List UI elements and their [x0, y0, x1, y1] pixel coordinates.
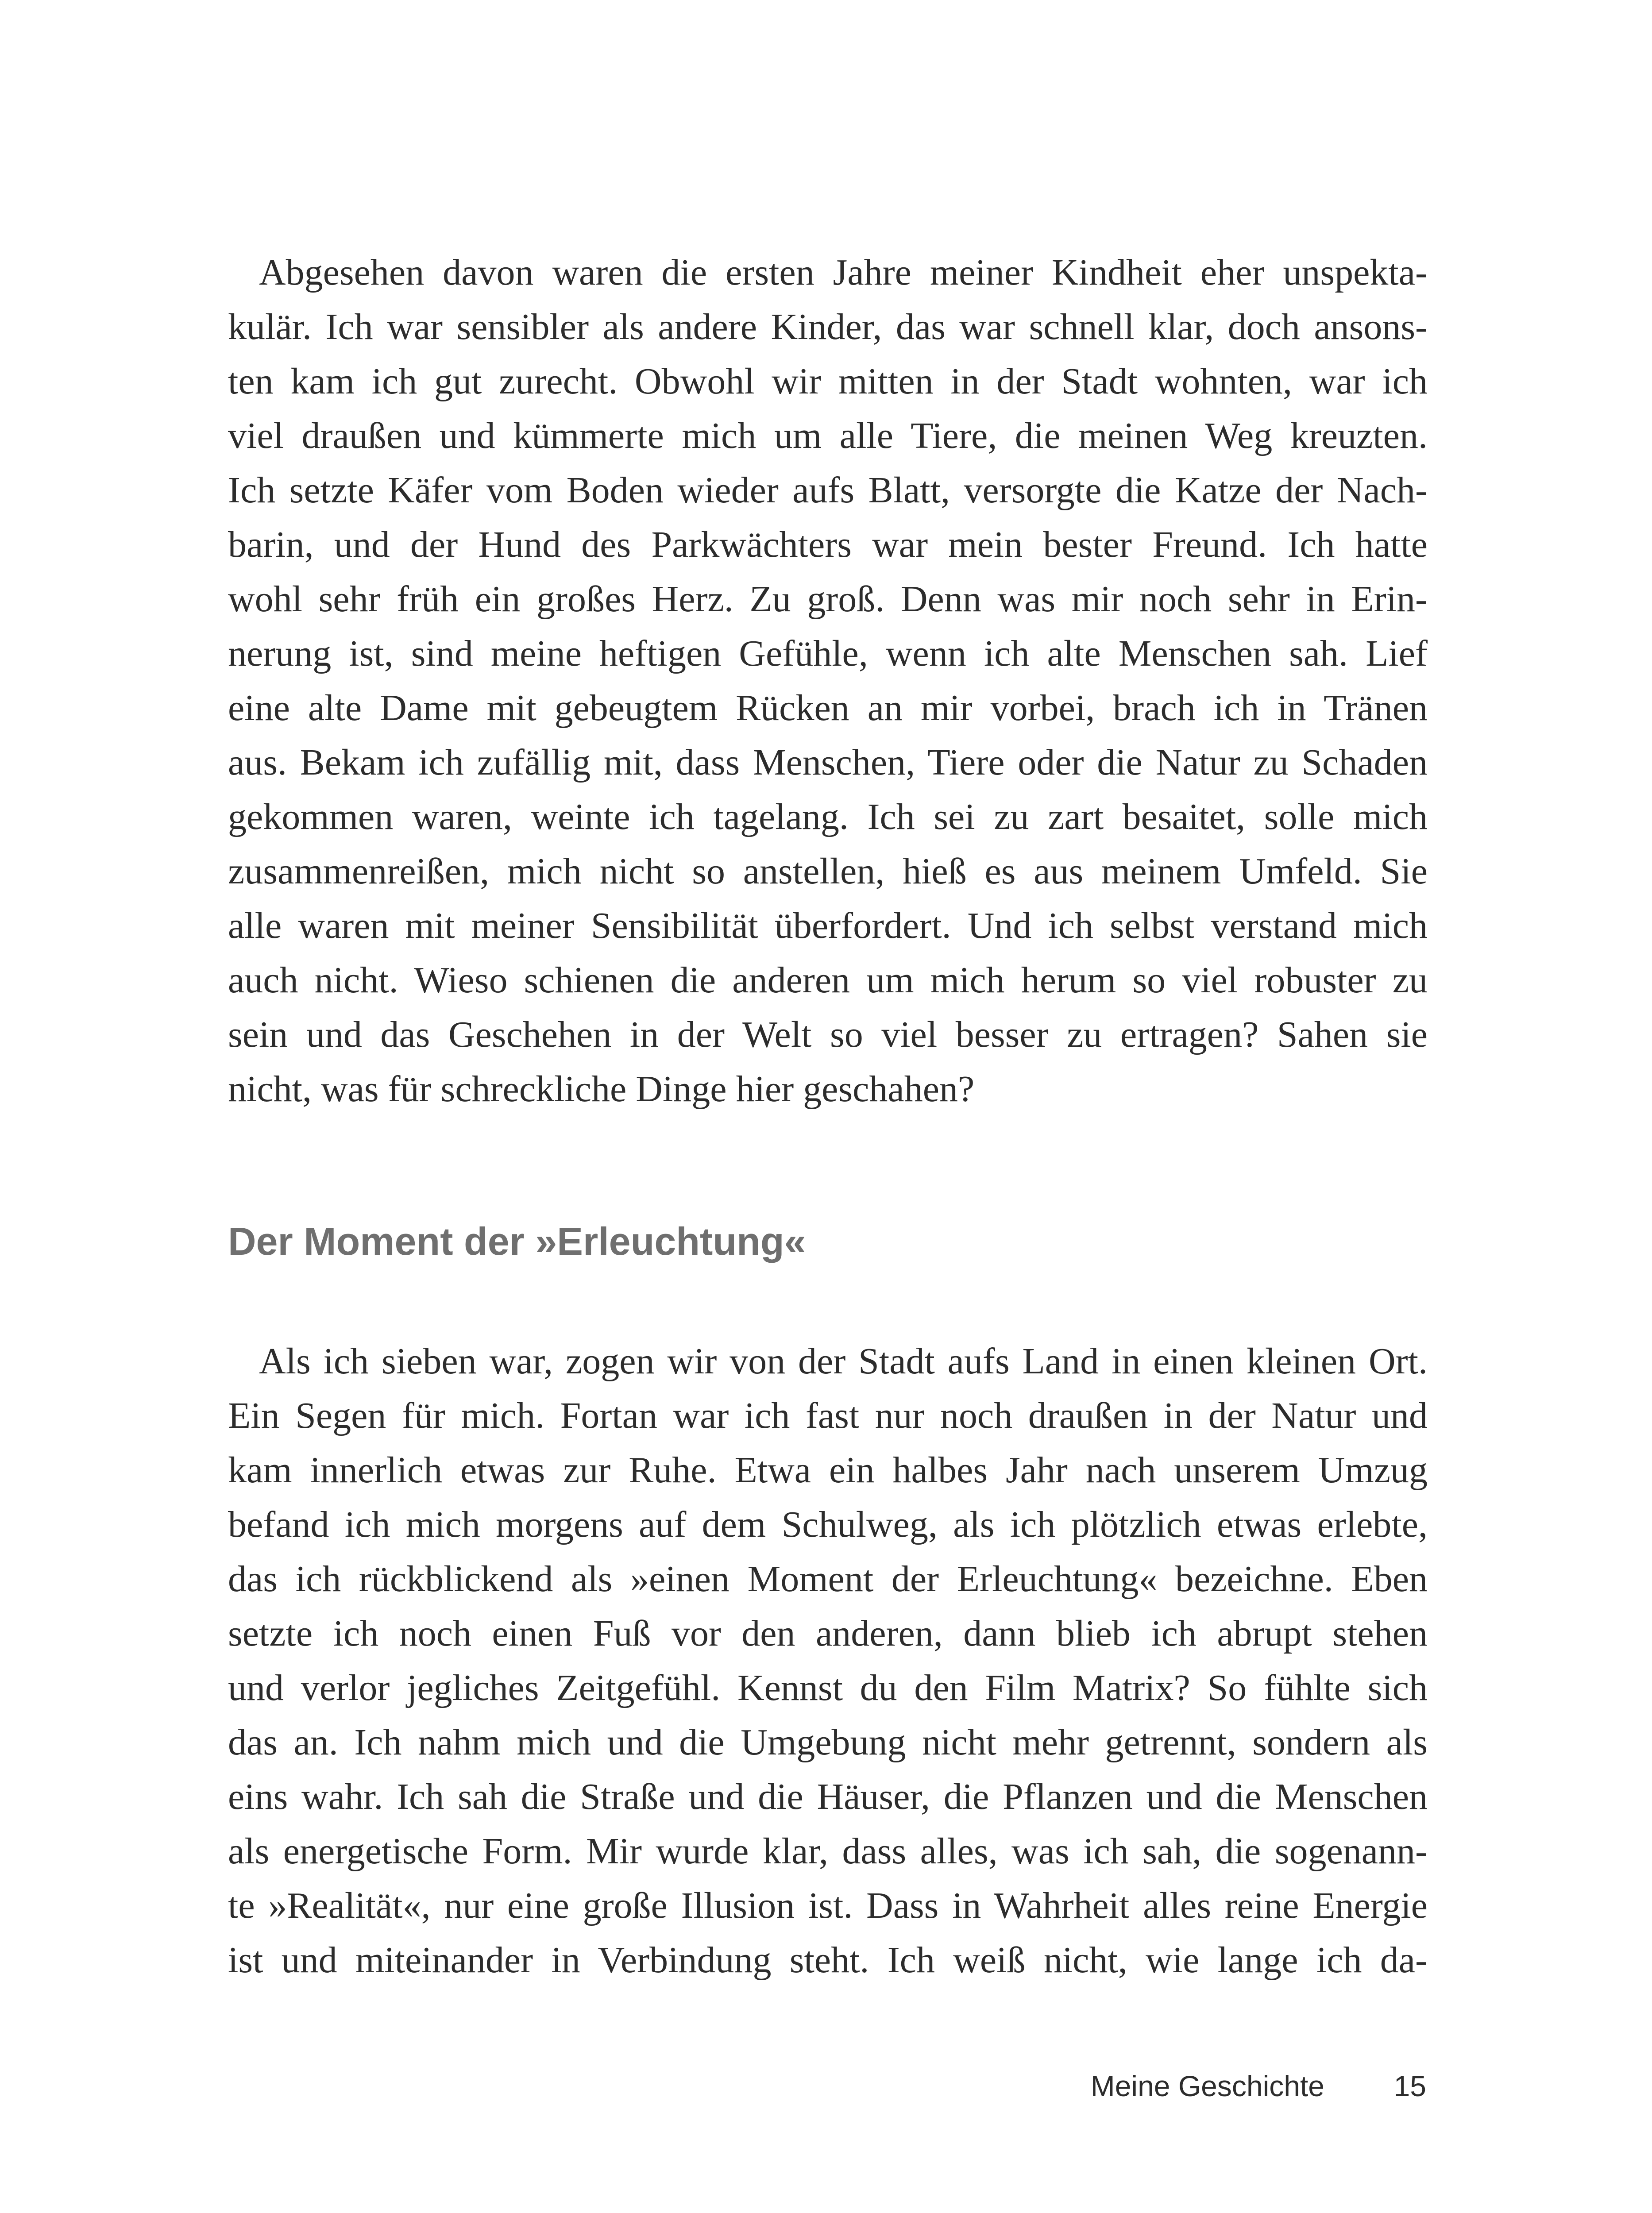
text-line: alle waren mit meiner Sensibilität überfordert. Und ich selbst verstand mich — [228, 905, 1428, 946]
text-line: setzte ich noch einen Fuß vor den anderen, dann blieb ich abrupt stehen — [228, 1613, 1428, 1654]
paragraph-enlightenment — [228, 1334, 1428, 1987]
section-heading: Der Moment der »Erleuchtung« — [228, 1219, 806, 1263]
text-line: ten kam ich gut zurecht. Obwohl wir mitten in der Stadt wohnten, war ich — [228, 361, 1428, 402]
text-line: und verlor jegliches Zeitgefühl. Kennst du den Film Matrix? So fühlte sich — [228, 1667, 1428, 1708]
text-line: Ich setzte Käfer vom Boden wieder aufs Blatt, versorgte die Katze der Nach- — [228, 470, 1428, 511]
running-head: Meine Geschichte — [1090, 2070, 1324, 2102]
text-line: nicht, was für schreckliche Dinge hier geschahen? — [228, 1068, 975, 1110]
text-line: gekommen waren, weinte ich tagelang. Ich sei zu zart besaitet, solle mich — [228, 796, 1428, 837]
text-line: sein und das Geschehen in der Welt so viel besser zu ertragen? Sahen sie — [228, 1014, 1428, 1055]
text-line: ist und miteinander in Verbindung steht. Ich weiß nicht, wie lange ich da- — [228, 1939, 1428, 1981]
text-line: als energetische Form. Mir wurde klar, dass alles, was ich sah, die sogenann- — [228, 1831, 1428, 1872]
text-line: das an. Ich nahm mich und die Umgebung nicht mehr getrennt, sondern als — [228, 1722, 1428, 1763]
text-line: wohl sehr früh ein großes Herz. Zu groß. Denn was mir noch sehr in Erin- — [228, 578, 1428, 620]
text-line: zusammenreißen, mich nicht so anstellen, hieß es aus meinem Umfeld. Sie — [228, 851, 1428, 892]
text-line: te »Realität«, nur eine große Illusion ist. Dass in Wahrheit alles reine Energie — [228, 1885, 1428, 1926]
text-line: das ich rückblickend als »einen Moment der Erleuchtung« bezeichne. Eben — [228, 1558, 1428, 1600]
text-line: barin, und der Hund des Parkwächters war mein bester Freund. Ich hatte — [228, 524, 1428, 565]
text-line: auch nicht. Wieso schienen die anderen um mich herum so viel robuster zu — [228, 960, 1428, 1001]
text-line: Ein Segen für mich. Fortan war ich fast nur noch draußen in der Natur und — [228, 1395, 1428, 1436]
page-number: 15 — [1393, 2070, 1426, 2102]
text-line: eine alte Dame mit gebeugtem Rücken an mir vorbei, brach ich in Tränen — [228, 687, 1428, 729]
text-line: Abgesehen davon waren die ersten Jahre meiner Kindheit eher unspekta- — [259, 252, 1428, 293]
text-line: Als ich sieben war, zogen wir von der Stadt aufs Land in einen kleinen Ort. — [259, 1341, 1428, 1382]
text-line: befand ich mich morgens auf dem Schulweg, als ich plötzlich etwas erlebte, — [228, 1504, 1428, 1545]
paragraph-childhood — [228, 245, 1428, 1116]
text-line: aus. Bekam ich zufällig mit, dass Menschen, Tiere oder die Natur zu Schaden — [228, 742, 1428, 783]
text-line: eins wahr. Ich sah die Straße und die Häuser, die Pflanzen und die Menschen — [228, 1776, 1428, 1817]
text-line: nerung ist, sind meine heftigen Gefühle, wenn ich alte Menschen sah. Lief — [228, 633, 1428, 674]
text-line: viel draußen und kümmerte mich um alle Tiere, die meinen Weg kreuzten. — [228, 415, 1428, 456]
text-line: kulär. Ich war sensibler als andere Kinder, das war schnell klar, doch ansons- — [228, 306, 1428, 347]
text-line: kam innerlich etwas zur Ruhe. Etwa ein halbes Jahr nach unserem Umzug — [228, 1450, 1428, 1491]
